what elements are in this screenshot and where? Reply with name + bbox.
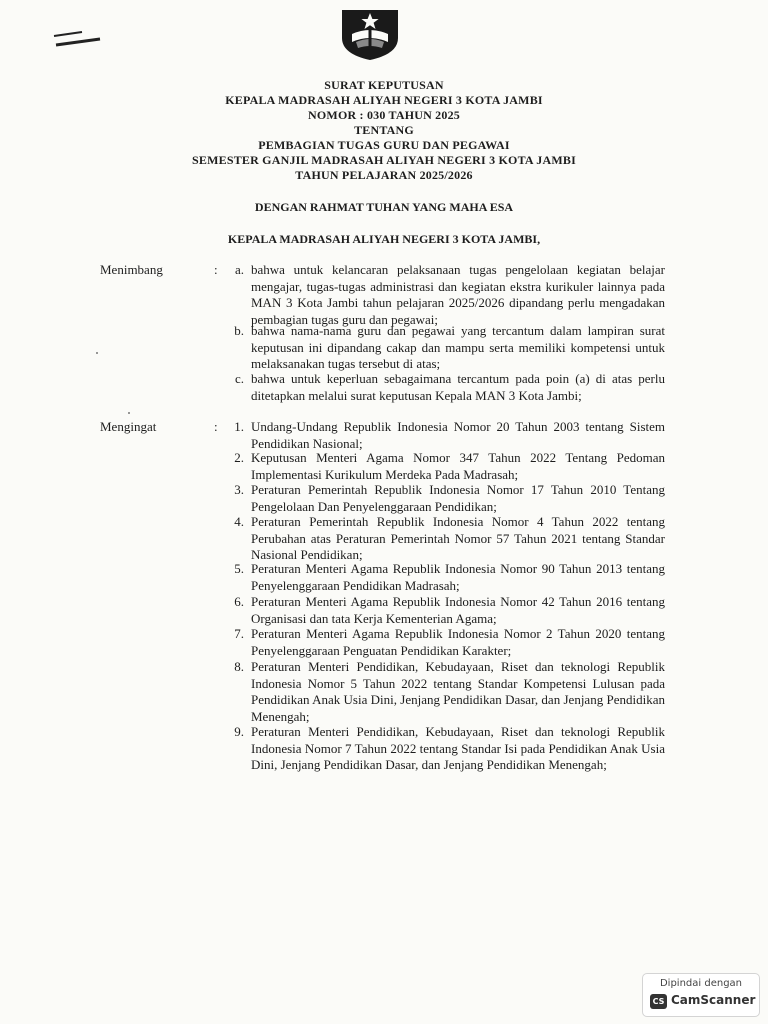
menimbang-colon: : [214,262,218,277]
item-text: Peraturan Menteri Agama Republik Indonesia Nomor 90 Tahun 2013 tentang Penyelenggaraan Pendidikan Madrasah; [251,561,665,593]
scan-speck [96,352,98,354]
item-marker: 6. [234,594,244,609]
camscanner-badge [642,973,760,1017]
decree-semester: SEMESTER GANJIL MADRASAH ALIYAH NEGERI 3 KOTA JAMBI [192,153,576,167]
decree-type: SURAT KEPUTUSAN [324,78,444,92]
menimbang-label: Menimbang [100,262,163,277]
item-text: Peraturan Menteri Agama Republik Indonesia Nomor 2 Tahun 2020 tentang Penyelenggaraan Penguatan Pendidikan Karakter; [251,626,665,658]
pen-stroke-mark [52,28,104,50]
item-text: Peraturan Menteri Agama Republik Indonesia Nomor 42 Tahun 2016 tentang Organisasi dan tata Kerja Kementerian Agama; [251,594,665,626]
item-marker: 7. [234,626,244,641]
item-text: Peraturan Pemerintah Republik Indonesia Nomor 17 Tahun 2010 Tentang Pengelolaan Dan Penyelenggaraan Pendidikan; [251,482,665,514]
item-marker: 2. [234,450,244,465]
item-marker: 1. [234,419,244,434]
item-marker: 4. [234,514,244,529]
item-marker: 3. [234,482,244,497]
item-text: Keputusan Menteri Agama Nomor 347 Tahun 2022 Tentang Pedoman Implementasi Kurikulum Merdeka Pada Madrasah; [251,450,665,482]
ministry-emblem-icon [338,4,402,62]
item-text: bahwa untuk kelancaran pelaksanaan tugas pengelolaan kegiatan belajar mengajar, tugas-tugas administrasi dan kegiatan ekstra kurikuler lainnya pada MAN 3 Kota Jambi tahun pelajaran 2025/2026 dipandang perlu mengadakan pembagian tugas guru dan pegawai; [251,262,665,327]
decree-number: NOMOR : 030 TAHUN 2025 [308,108,460,122]
scanner-name: CamScanner [671,993,756,1007]
decree-subject: PEMBAGIAN TUGAS GURU DAN PEGAWAI [258,138,510,152]
item-text: Undang-Undang Republik Indonesia Nomor 20 Tahun 2003 tentang Sistem Pendidikan Nasional; [251,419,665,451]
item-text: Peraturan Menteri Pendidikan, Kebudayaan, Riset dan teknologi Republik Indonesia Nomor 5 Tahun 2022 tentang Standar Kompetensi Lulusan pada Pendidikan Anak Usia Dini, Jenjang Pendidikan Dasar, dan Jenjang Pendidikan Menengah; [251,659,665,724]
mengingat-label: Mengingat [100,419,157,434]
issuer-line: KEPALA MADRASAH ALIYAH NEGERI 3 KOTA JAMBI, [227,232,541,246]
decree-academic-year: TAHUN PELAJARAN 2025/2026 [295,168,473,182]
item-text: Peraturan Menteri Pendidikan, Kebudayaan, Riset dan teknologi Republik Indonesia Nomor 7 Tahun 2022 tentang Standar Isi pada Pendidikan Anak Usia Dini, Jenjang Pendidikan Dasar, dan Jenjang Pendidikan Menengah; [251,724,665,773]
item-marker: b. [234,323,244,338]
scanner-caption: Dipindai dengan [659,978,743,989]
item-marker: c. [234,371,244,386]
camscanner-logo-icon: CS [650,994,667,1009]
issuer-title: KEPALA MADRASAH ALIYAH NEGERI 3 KOTA JAMBI [225,93,543,107]
item-marker: 5. [234,561,244,576]
decree-header [0,78,768,183]
mengingat-colon: : [214,419,218,434]
item-text: bahwa untuk keperluan sebagaimana tercantum pada poin (a) di atas perlu ditetapkan melalui surat keputusan Kepala MAN 3 Kota Jambi; [251,371,665,403]
about-label: TENTANG [354,123,414,137]
item-text: Peraturan Pemerintah Republik Indonesia Nomor 4 Tahun 2022 tentang Perubahan atas Peraturan Pemerintah Nomor 57 Tahun 2021 tentang Standar Nasional Pendidikan; [251,514,665,563]
item-marker: 8. [234,659,244,674]
item-text: bahwa nama-nama guru dan pegawai yang tercantum dalam lampiran surat keputusan ini dipandang cakap dan mampu serta memiliki kompetensi untuk melaksanakan tugas tersebut di atas; [251,323,665,372]
invocation: DENGAN RAHMAT TUHAN YANG MAHA ESA [254,200,514,214]
scan-speck [128,412,130,414]
item-marker: a. [234,262,244,277]
item-marker: 9. [234,724,244,739]
